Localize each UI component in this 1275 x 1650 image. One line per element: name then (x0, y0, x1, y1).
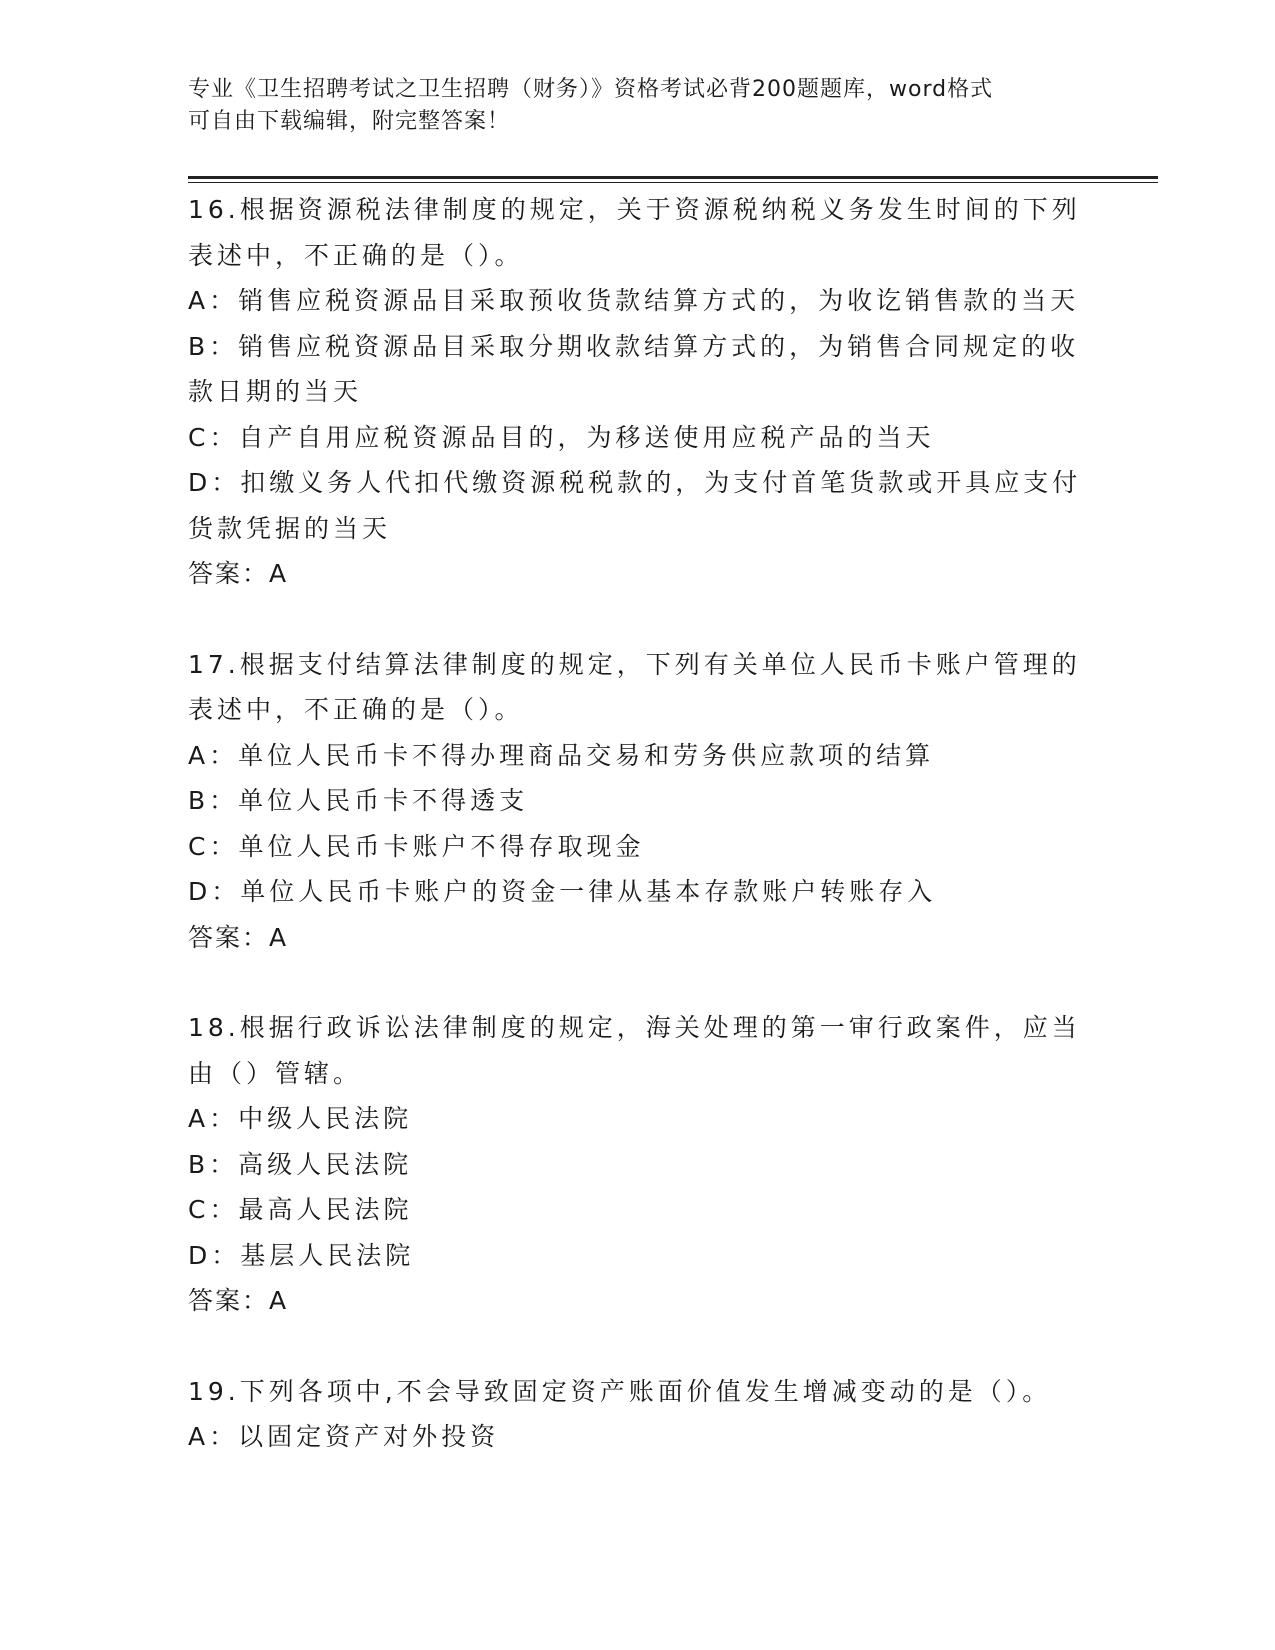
question-stem: 16.根据资源税法律制度的规定，关于资源税纳税义务发生时间的下列 (188, 195, 1081, 224)
question-19 (188, 1369, 1078, 1460)
spacer (188, 960, 1078, 1005)
header-line-2: 可自由下载编辑，附完整答案！ (188, 109, 511, 134)
question-stem: 由（）管辖。 (188, 1058, 363, 1088)
spacer (188, 597, 1078, 642)
question-stem: 17.根据支付结算法律制度的规定，下列有关单位人民币卡账户管理的 (188, 649, 1081, 679)
option-d: D：扣缴义务人代扣代缴资源税税款的，为支付首笔货款或开具应支付 (188, 468, 1082, 497)
option-a: A：中级人民法院 (188, 1104, 413, 1133)
option-a: A：单位人民币卡不得办理商品交易和劳务供应款项的结算 (188, 740, 935, 770)
option-a: A：以固定资产对外投资 (188, 1422, 500, 1451)
question-18 (188, 1005, 1081, 1324)
header-line-1: 专业《卫生招聘考试之卫生招聘（财务）》资格考试必背200题题库，word格式 (188, 77, 994, 102)
question-stem: 表述中，不正确的是（）。 (188, 695, 524, 724)
question-stem: 表述中，不正确的是（）。 (188, 240, 524, 270)
option-c: C：单位人民币卡账户不得存取现金 (188, 831, 645, 861)
option-a: A：销售应税资源品目采取预收货款结算方式的，为收讫销售款的当天 (188, 286, 1080, 315)
option-d: D：单位人民币卡账户的资金一律从基本存款账户转账存入 (188, 877, 937, 906)
option-b: B：单位人民币卡不得透支 (188, 786, 529, 815)
question-16 (188, 187, 1082, 597)
option-d-continued: 货款凭据的当天 (188, 513, 392, 543)
question-list (188, 187, 1082, 1460)
option-d: D：基层人民法院 (188, 1240, 415, 1270)
header-divider-thick (188, 176, 1158, 179)
header-divider-thin (188, 182, 1158, 183)
answer-label: 答案：A (188, 922, 289, 952)
option-b-continued: 款日期的当天 (188, 377, 363, 406)
spacer (188, 1324, 1078, 1369)
document-header (188, 74, 1058, 138)
option-c: C：最高人民法院 (188, 1195, 413, 1224)
question-stem: 19.下列各项中,不会导致固定资产账面价值发生增减变动的是（）。 (188, 1376, 1052, 1406)
option-b: B：高级人民法院 (188, 1149, 413, 1179)
question-17 (188, 642, 1081, 961)
answer-label: 答案：A (188, 559, 289, 588)
option-b: B：销售应税资源品目采取分期收款结算方式的，为销售合同规定的收 (188, 331, 1080, 361)
option-c: C：自产自用应税资源品目的，为移送使用应税产品的当天 (188, 422, 935, 452)
question-stem: 18.根据行政诉讼法律制度的规定，海关处理的第一审行政案件，应当 (188, 1013, 1081, 1042)
answer-label: 答案：A (188, 1286, 289, 1315)
